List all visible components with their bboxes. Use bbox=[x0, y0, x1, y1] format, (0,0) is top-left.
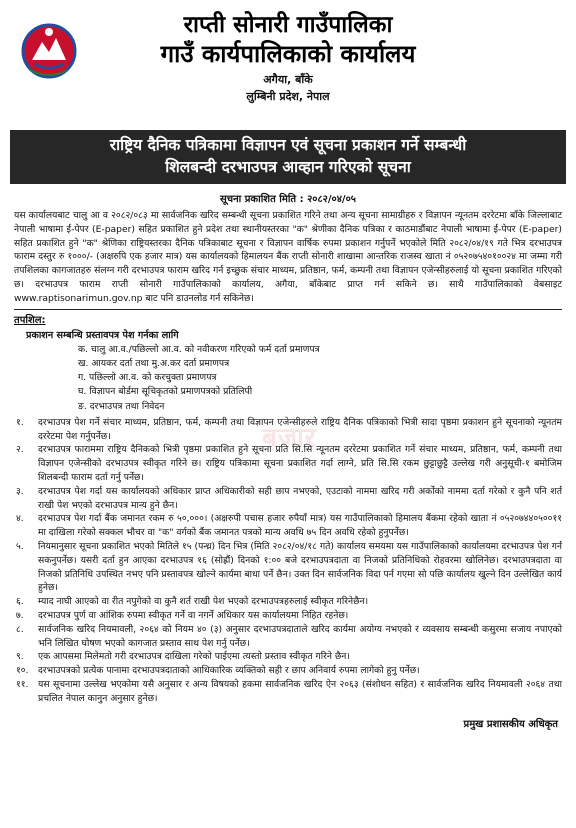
publish-date: सूचना प्रकाशित मिति : २०८२/०४/०५ bbox=[220, 193, 356, 205]
term-text: दरभाउपत्र फाराममा राष्ट्रिय दैनिकको भित्री पृष्ठमा प्रकाशित हुने सूचना प्रति सि.सि न्यूनतम दररेटमा प्रकाशित गर्ने संचार माध्यम, प्रतिष्ठान, फर्म, कम्पनी तथा विज्ञापन एजेन्सीको दरभाउपत्र स्वीकृत गरिने छ। राष्ट्रिय पत्रिकामा सूचना प्रकाशित गर्दा लाग्ने, प्रति सि.सि रकम छुट्टाछुट्टै उल्लेख गरी अनुसूची-१ बमोजिम शिलबन्दी फाराम दर्ता गर्नु पर्नेछ। bbox=[38, 444, 562, 483]
term-text: दरभाउपत्र पेश गर्दा यस कार्यालयको अधिकार प्राप्त अधिकारीको सही छाप नभएको, एउटाको नाममा खरिद गरी अर्कोको नाममा दर्ता गरेको र कुनै पनि शर्त राखी पेश भएको दरभाउपत्र मान्य हुने छैन। bbox=[38, 485, 562, 511]
section-divider bbox=[14, 309, 562, 310]
term-item bbox=[14, 678, 562, 706]
term-text: दरभाउपत्रको प्रत्येक पानामा दरभाउपत्रदाताको आधिकारिक व्यक्तिको सही र छाप अनिवार्य रुपमा लागेको हुनु पर्नेछ। bbox=[38, 665, 420, 677]
requirement-item: घ. विज्ञापन बोर्डमा सूचिकृतको प्रमाणपत्रको प्रतिलिपी bbox=[78, 386, 253, 398]
term-number: १. bbox=[16, 416, 24, 428]
term-text: यस सूचनामा उल्लेख भएकोमा यसै अनुसार र अन्य विषयको हकमा सार्वजनिक खरिद ऐन २०६३ (संशोधन सहित) र सार्वजनिक खरिद नियमावली २०६४ तथा प्रचलित नेपाल कानुन अनुसार हुनेछ। bbox=[38, 678, 562, 704]
term-item bbox=[14, 609, 562, 623]
term-text: सार्वजनिक खरिद नियमावली, २०६४ को नियम ४० (३) अनुसार दरभाउपत्रदाताले खरिद कार्यमा अयोग्य नभएको र व्यवसाय सम्बन्धी कसुरमा सजाय नपाएको भनि लिखित घोषण भएको कागजात प्रस्ताव साथ पेश गर्नु पर्नेछ। bbox=[38, 623, 562, 649]
term-number: ११. bbox=[16, 678, 29, 690]
nepal-emblem-icon bbox=[20, 20, 78, 82]
notice-title-line2: शिलबन्दी दरभाउपत्र आव्हान गरिएको सूचना bbox=[165, 157, 411, 177]
term-item bbox=[14, 650, 562, 664]
term-text: दरभाउपत्र पेश गर्ने संचार माध्यम, प्रतिष्ठान, फर्म, कम्पनी तथा विज्ञापन एजेन्सीहरुले राष्ट्रिय दैनिक पत्रिकाको भित्री सादा पृष्ठमा प्रकाशन हुने सूचनाको न्यूनतम दररेटमा पेश गर्नुपर्नेछ। bbox=[38, 416, 562, 442]
term-number: ८. bbox=[16, 623, 24, 635]
address-district: अगैया, बाँके bbox=[263, 73, 313, 87]
requirements-heading: प्रकाशन सम्बन्धि प्रस्तावपत्र पेश गर्नका लागि bbox=[26, 329, 179, 341]
office-name: गाउँ कार्यपालिकाको कार्यालय bbox=[160, 39, 416, 69]
requirement-item: ङ. दरभाउपत्र तथा निवेदन bbox=[78, 400, 165, 412]
notice-title-banner bbox=[10, 130, 566, 184]
term-text: एक आपसमा मिलेमतो गरी दरभाउपत्र दाखिला गरेको पाईएमा त्यस्तो प्रस्ताव स्वीकृत गरिने छैन। bbox=[38, 651, 350, 663]
term-text: म्याद नाघी आएको वा रीत नपुगेको वा कुनै शर्त राखी पेश भएको दरभाउपत्रहरुलाई स्वीकृत गरिनेछैन। bbox=[38, 596, 369, 608]
municipality-name: राप्ती सोनारी गाउँपालिका bbox=[183, 11, 393, 38]
term-item bbox=[14, 485, 562, 513]
requirement-item: क. चालु आ.व./पछिल्लो आ.व. को नवीकरण गरिएको फर्म दर्ता प्रमाणपत्र bbox=[78, 343, 320, 355]
term-number: ९. bbox=[16, 651, 24, 663]
term-item bbox=[14, 595, 562, 609]
term-number: १०. bbox=[16, 665, 29, 677]
requirement-item: ग. पछिल्लो आ.व. को करचुक्ता प्रमाणपत्र bbox=[78, 372, 217, 384]
address-province: लुम्बिनी प्रदेश, नेपाल bbox=[246, 90, 330, 104]
office-header bbox=[14, 12, 562, 130]
term-text: दरभाउपत्र पेश गर्दा बैंक जमानत रकम रु ५०,०००। (अक्षरुपी पचास हजार रुपैयाँ मात्र) यस गाउँपालिकाको हिमालय बैंकमा रहेको खाता नं ०५२०७४४०५००११ मा दाखिला गरेको सक्कल भौचर वा "क" वर्गको बैंक जमानत पत्रको मान्य अवधि ७५ दिन अवधि रहेको हुनुपर्नेछ। bbox=[38, 513, 562, 539]
term-item bbox=[14, 512, 562, 540]
term-number: ५. bbox=[16, 540, 24, 552]
term-item bbox=[14, 623, 562, 651]
term-item bbox=[14, 664, 562, 678]
term-text: दरभाउपत्र पुर्ण वा आंशिक रुपमा स्वीकृत गर्ने वा नगर्ने अधिकार यस कार्यालयमा निहित रहनेछ। bbox=[38, 609, 349, 621]
term-number: ७. bbox=[16, 609, 24, 621]
intro-paragraph: यस कार्यालयबाट चालु आ व २०८२/०८३ मा सार्वजनिक खरिद सम्बन्धी सूचना प्रकाशित गरिने तथा अन्य सूचना सामाग्रीहरु र विज्ञापन न्यूनतम दररेटमा बाँके जिल्लाबाट नेपाली भाषामा ई-पेपर (E-paper) सहित प्रकाशित हुने प्रदेश तथा स्थानीयस्तरका "क" श्रेणीका दैनिक पत्रिका र काठमाडौंबाट नेपाली भाषामा ई-पेपर (E-paper) सहित प्रकाशित हुने "क" श्रेणिका राष्ट्रियस्तरका दैनिक पत्रिकाबाट सूचना र विज्ञापन वार्षिक रुपमा प्रकाशन गर्नुपर्ने भएकोले मिति २०८२/०४/१९ गते भित्र दरभाउपत्र फाराम दस्तुर रु १०००/- (अक्षरुपि एक हजार मात्र) यस कार्यालयको हिमालयन बैंक राप्ती सोनारी शाखामा आन्तरिक राजस्व खाता नं ०५२०७५४०१००२४ मा जम्मा गरी तपशिलका कागजातहरु संलग्न गरी दरभाउपत्र फाराम खरिद गर्न इच्छुक संचार माध्यम, प्रतिष्ठान, फर्म, कम्पनी तथा विज्ञापन एजेन्सीहरुलाई यो सूचना प्रकाशित गरिएको छ। दरभाउपत्र फाराम राप्ती सोनारी गाउँपालिकाको कार्यालय, अगैया, बाँकेबाट प्राप्त गर्न सकिने छ। साथै गाउँपालिकाको वेबसाइट www.raptisonarimun.gov.np बाट पनि डाउनलोड गर्न सकिनेछ। bbox=[14, 209, 562, 304]
term-item bbox=[14, 540, 562, 595]
details-label: तपशिल: bbox=[14, 314, 46, 326]
term-text: नियमानुसार सूचना प्रकाशित भएको मितिले १५ (पन्ध्र) दिन भित्र (मिति २०८२/०४/१८ गते) कार्यालय समयमा यस गाउँपालिकाको कार्यालयमा दरभाउपत्र पेश गर्न सकनुपर्नेछ। यसरी दर्ता हुन आएका दरभाउपत्र १६ (सोह्रौं) दिनको १:०० बजे दरभाउपत्रदाता वा निजको प्रतिनिधिको रोहवरमा खोलिनेछ। दरभाउपत्रदाता वा निजको प्रतिनिधि उपस्थित नभए पनि प्रस्तावपत्र खोल्ने कार्यमा बाधा पर्ने छैन। उक्त दिन सार्वजनिक विदा पर्न गएमा सो पछि कार्यालय खुल्ने दिन उल्लेखित कार्य हुनेछ। bbox=[38, 540, 562, 594]
watermark-text: बजार bbox=[262, 423, 317, 453]
term-number: २. bbox=[16, 444, 24, 456]
notice-title-line1: राष्ट्रिय दैनिक पत्रिकामा विज्ञापन एवं सूचना प्रकाशन गर्ने सम्बन्धी bbox=[109, 135, 467, 154]
term-number: ६. bbox=[16, 596, 24, 608]
requirements-list bbox=[78, 343, 562, 414]
signatory-title: प्रमुख प्रशासकीय अधिकृत bbox=[463, 718, 558, 730]
term-number: ३. bbox=[16, 485, 24, 497]
terms-list bbox=[14, 416, 562, 706]
requirement-item: ख. आयकर दर्ता तथा मु.अ.कर दर्ता प्रमाणपत्र bbox=[78, 357, 230, 369]
term-number: ४. bbox=[16, 513, 24, 525]
